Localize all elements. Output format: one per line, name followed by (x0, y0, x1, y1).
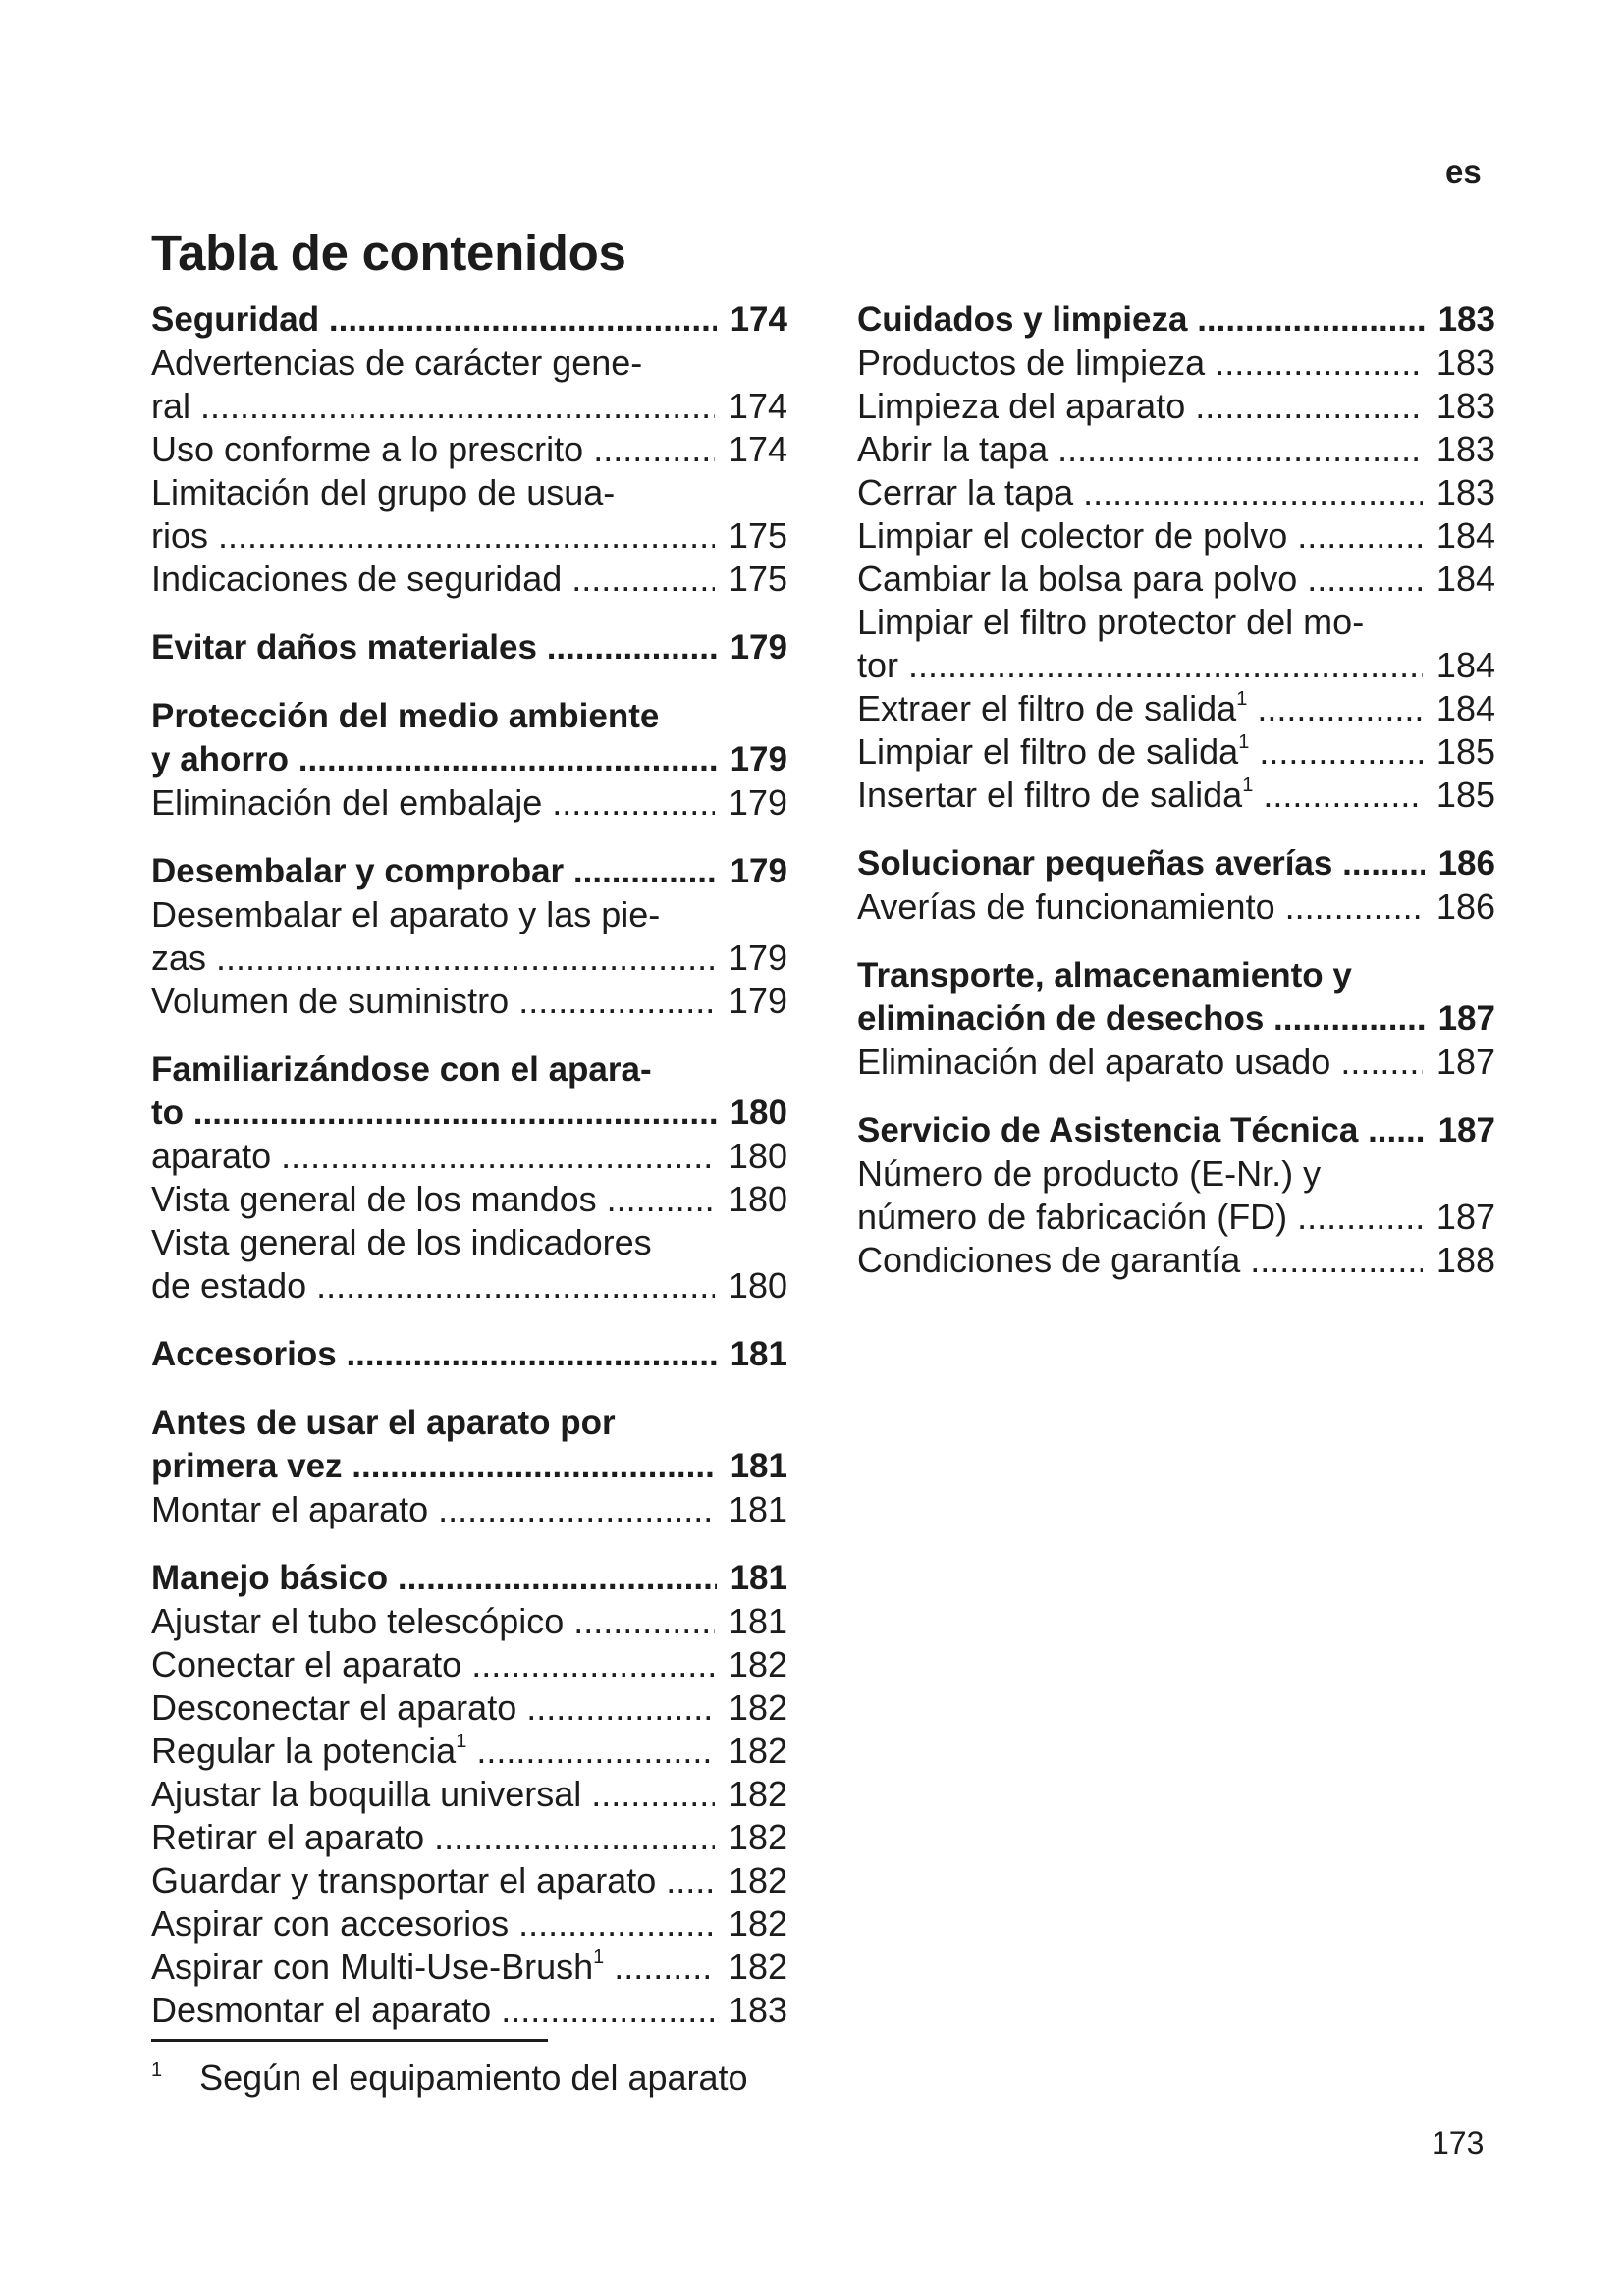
heading-text: eliminación de desechos (857, 999, 1265, 1038)
toc-entry[interactable] (151, 471, 787, 514)
toc-section-heading[interactable] (151, 850, 787, 893)
entry-text: Vista general de los indicadores (151, 1222, 652, 1262)
page-ref: 183 (1423, 471, 1495, 514)
toc-entry[interactable] (857, 774, 1495, 817)
page-ref: 181 (715, 1488, 787, 1531)
toc-entry[interactable] (857, 558, 1495, 601)
toc-entry[interactable] (151, 1600, 787, 1643)
toc-entry[interactable] (151, 558, 787, 601)
entry-text: de estado (151, 1265, 307, 1306)
page-number: 173 (1432, 2125, 1485, 2161)
heading-text: Accesorios (151, 1335, 337, 1373)
page-title: Tabla de contenidos (151, 225, 626, 281)
entry-text: ral (151, 386, 191, 426)
footnote-ref: 1 (1236, 688, 1248, 710)
page-ref: 179 (717, 738, 787, 781)
toc-entry[interactable] (151, 1135, 787, 1178)
toc-entry[interactable] (857, 385, 1495, 428)
toc-section-heading[interactable] (151, 1048, 787, 1092)
heading-text: Cuidados y limpieza (857, 300, 1188, 339)
page-ref: 182 (715, 1773, 787, 1816)
page-ref: 184 (1423, 558, 1495, 601)
page-ref: 181 (717, 1445, 787, 1488)
toc-section-heading[interactable] (151, 1092, 787, 1135)
page-ref: 187 (1423, 1196, 1495, 1239)
footnote-text: Según el equipamiento del aparato (199, 2057, 748, 2098)
toc-entry[interactable] (151, 1178, 787, 1221)
toc-section-heading[interactable] (857, 997, 1495, 1041)
toc-entry[interactable] (151, 1221, 787, 1264)
toc-section (857, 1109, 1495, 1282)
heading-text: Antes de usar el aparato por (151, 1404, 616, 1442)
entry-text: Limitación del grupo de usua- (151, 472, 616, 512)
page-ref: 180 (717, 1092, 787, 1135)
entry-text: Ajustar la boquilla universal (151, 1774, 582, 1814)
heading-text: Evitar daños materiales (151, 628, 537, 667)
footnote-ref: 1 (593, 1947, 605, 1968)
entry-text: Limpiar el colector de polvo (857, 515, 1288, 556)
footnote-ref: 1 (1238, 731, 1250, 753)
entry-text: Abrir la tapa (857, 429, 1049, 469)
entry-text: Limpiar el filtro de salida (857, 731, 1239, 772)
toc-section (151, 298, 787, 601)
entry-text: zas (151, 937, 207, 978)
entry-text: Montar el aparato (151, 1489, 429, 1529)
entry-text: Regular la potencia (151, 1731, 457, 1771)
footnote-ref: 1 (1242, 774, 1254, 796)
toc-entry[interactable] (151, 385, 787, 428)
toc-section (151, 1048, 787, 1308)
entry-text: Advertencias de carácter gene- (151, 343, 643, 383)
page-ref: 179 (717, 850, 787, 893)
toc-section (151, 1402, 787, 1531)
toc-entry[interactable] (151, 936, 787, 980)
toc-entry[interactable] (151, 428, 787, 471)
page-ref: 181 (717, 1557, 787, 1600)
page-ref: 181 (717, 1333, 787, 1376)
toc-section-heading[interactable] (151, 298, 787, 342)
page-ref: 184 (1423, 514, 1495, 558)
toc-entry[interactable] (857, 471, 1495, 514)
toc-entry[interactable] (151, 893, 787, 936)
toc-entry[interactable] (151, 1773, 787, 1816)
page-ref: 179 (717, 626, 787, 669)
page-ref: 187 (1423, 1041, 1495, 1084)
language-label: es (1445, 153, 1482, 189)
toc-section-heading[interactable] (151, 1445, 787, 1488)
page-ref: 185 (1423, 730, 1495, 774)
page-ref: 183 (715, 1989, 787, 2032)
page-ref: 184 (1423, 644, 1495, 687)
toc-entry[interactable] (857, 342, 1495, 385)
entry-text: Eliminación del aparato usado (857, 1041, 1331, 1082)
toc-section-heading[interactable] (151, 626, 787, 669)
toc-section (857, 842, 1495, 929)
toc-section-heading[interactable] (857, 298, 1495, 342)
footnote-ref: 1 (456, 1731, 467, 1752)
page-ref: 182 (715, 1816, 787, 1859)
entry-text: Ajustar el tubo telescópico (151, 1601, 565, 1641)
entry-text: Condiciones de garantía (857, 1240, 1241, 1280)
page-ref: 174 (715, 385, 787, 428)
toc-entry[interactable] (151, 1816, 787, 1859)
entry-text: Aspirar con Multi-Use-Brush (151, 1947, 594, 1987)
toc-section (151, 626, 787, 669)
heading-text: Seguridad (151, 300, 320, 339)
page-ref: 180 (715, 1135, 787, 1178)
page-ref: 182 (715, 1686, 787, 1730)
toc-entry[interactable] (857, 514, 1495, 558)
toc-entry[interactable] (857, 730, 1495, 774)
entry-text: Número de producto (E-Nr.) y (857, 1153, 1322, 1194)
heading-text: to (151, 1094, 185, 1132)
entry-text: Extraer el filtro de salida (857, 688, 1237, 728)
entry-text: tor (857, 645, 899, 685)
page-ref: 183 (1423, 428, 1495, 471)
toc-entry[interactable] (151, 342, 787, 385)
toc-entry[interactable] (151, 514, 787, 558)
page-ref: 187 (1425, 997, 1495, 1041)
entry-text: Insertar el filtro de salida (857, 774, 1243, 815)
page-ref: 179 (715, 980, 787, 1023)
toc-section-heading[interactable] (857, 954, 1495, 997)
page-ref: 183 (1423, 385, 1495, 428)
entry-text: aparato (151, 1136, 272, 1176)
heading-text: Familiarizándose con el apara- (151, 1050, 652, 1089)
toc-entry[interactable] (857, 1152, 1495, 1196)
page-ref: 179 (715, 781, 787, 825)
entry-text: Guardar y transportar el aparato (151, 1860, 657, 1900)
heading-text: Protección del medio ambiente (151, 697, 660, 735)
toc-entry[interactable] (857, 1041, 1495, 1084)
toc-entry[interactable] (151, 980, 787, 1023)
entry-text: Indicaciones de seguridad (151, 559, 563, 599)
toc-entry[interactable] (151, 1946, 787, 1989)
footnote-divider (151, 2039, 548, 2042)
footnote (151, 2056, 748, 2106)
entry-text: Aspirar con accesorios (151, 1903, 510, 1944)
heading-text: primera vez (151, 1447, 343, 1485)
page-ref: 188 (1423, 1239, 1495, 1282)
page-ref: 181 (715, 1600, 787, 1643)
toc-entry[interactable] (151, 1686, 787, 1730)
page-ref: 183 (1423, 342, 1495, 385)
heading-text: Transporte, almacenamiento y (857, 956, 1352, 994)
toc-entry[interactable] (151, 1643, 787, 1686)
page-ref: 183 (1425, 298, 1495, 342)
entry-text: Averías de funcionamiento (857, 886, 1275, 927)
page-ref: 174 (715, 428, 787, 471)
page-ref: 182 (715, 1730, 787, 1773)
toc-entry[interactable] (857, 1239, 1495, 1282)
page-ref: 179 (715, 936, 787, 980)
entry-text: Desmontar el aparato (151, 1990, 492, 2030)
heading-text: y ahorro (151, 740, 290, 778)
toc-entry[interactable] (151, 1859, 787, 1902)
page-ref: 185 (1423, 774, 1495, 817)
toc-section (151, 1557, 787, 2032)
page-ref: 174 (717, 298, 787, 342)
page-ref: 186 (1425, 842, 1495, 885)
entry-text: Retirar el aparato (151, 1817, 425, 1857)
toc-section-heading[interactable] (857, 842, 1495, 885)
entry-text: Cambiar la bolsa para polvo (857, 559, 1298, 599)
toc-section (151, 850, 787, 1023)
entry-text: Volumen de suministro (151, 981, 510, 1021)
page-ref: 184 (1423, 687, 1495, 730)
entry-text: Productos de limpieza (857, 343, 1206, 383)
page-ref: 182 (715, 1859, 787, 1902)
toc-section (857, 954, 1495, 1084)
heading-text: Desembalar y comprobar (151, 852, 565, 890)
toc-section (151, 1333, 787, 1376)
toc-section-heading[interactable] (151, 1402, 787, 1445)
heading-text: Servicio de Asistencia Técnica (857, 1111, 1359, 1149)
page-ref: 186 (1423, 885, 1495, 929)
entry-text: Desembalar el aparato y las pie- (151, 894, 661, 934)
toc-entry[interactable] (151, 1730, 787, 1773)
page-ref: 180 (715, 1264, 787, 1308)
page-ref: 182 (715, 1902, 787, 1946)
page-ref: 175 (715, 514, 787, 558)
toc-section-heading[interactable] (151, 1333, 787, 1376)
toc-section (151, 695, 787, 825)
toc-entry[interactable] (151, 1902, 787, 1946)
toc-section-heading[interactable] (151, 738, 787, 781)
entry-text: Vista general de los mandos (151, 1179, 597, 1219)
toc-right-column (857, 298, 1495, 1282)
entry-text: Uso conforme a lo prescrito (151, 429, 584, 469)
toc-entry[interactable] (857, 1196, 1495, 1239)
page-ref: 187 (1425, 1109, 1495, 1152)
entry-text: Conectar el aparato (151, 1644, 462, 1684)
entry-text: número de fabricación (FD) (857, 1197, 1288, 1237)
page-ref: 175 (715, 558, 787, 601)
toc-section-heading[interactable] (857, 1109, 1495, 1152)
toc-section-heading[interactable] (151, 695, 787, 738)
toc-section (857, 298, 1495, 817)
toc-entry[interactable] (857, 885, 1495, 929)
toc-entry[interactable] (857, 687, 1495, 730)
entry-text: Eliminación del embalaje (151, 782, 543, 823)
page-ref: 180 (715, 1178, 787, 1221)
page-ref: 182 (715, 1946, 787, 1989)
entry-text: rios (151, 515, 209, 556)
entry-text: Desconectar el aparato (151, 1687, 517, 1728)
toc-entry[interactable] (857, 428, 1495, 471)
toc-left-column (151, 298, 787, 2032)
entry-text: Limpieza del aparato (857, 386, 1186, 426)
toc-entry[interactable] (151, 1989, 787, 2032)
toc-entry[interactable] (857, 601, 1495, 644)
page-ref: 182 (715, 1643, 787, 1686)
heading-text: Solucionar pequeñas averías (857, 844, 1333, 882)
toc-entry[interactable] (151, 1488, 787, 1531)
toc-entry[interactable] (151, 1264, 787, 1308)
toc-section-heading[interactable] (151, 1557, 787, 1600)
entry-text: Limpiar el filtro protector del mo- (857, 602, 1365, 642)
heading-text: Manejo básico (151, 1559, 389, 1597)
footnote-mark: 1 (151, 2059, 163, 2081)
entry-text: Cerrar la tapa (857, 472, 1074, 512)
toc-entry[interactable] (857, 644, 1495, 687)
toc-entry[interactable] (151, 781, 787, 825)
